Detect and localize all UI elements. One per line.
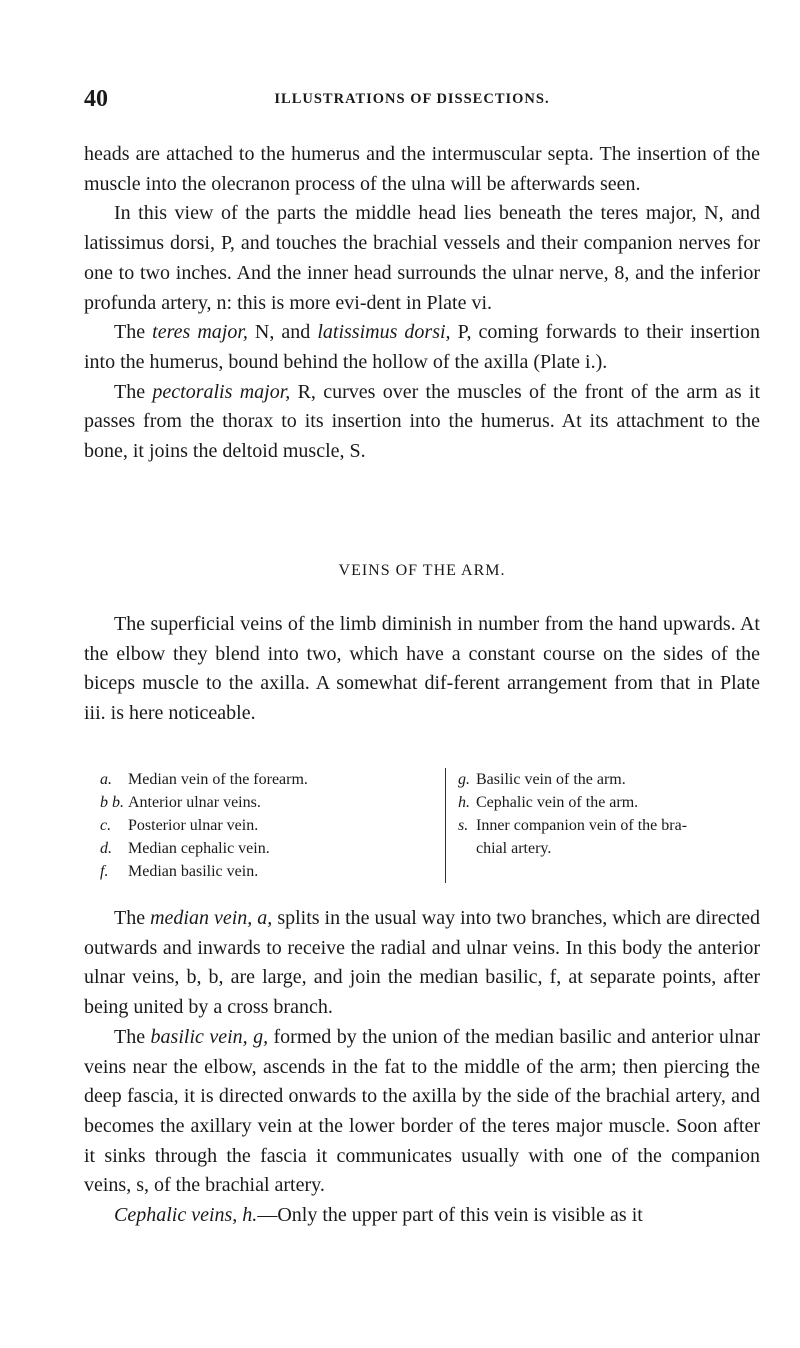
paragraph: Cephalic veins, h.—Only the upper part of this vein is visible as it (114, 1204, 643, 1227)
legend-item: a. Median vein of the forearm. (100, 771, 308, 788)
paragraph: The pectoralis major, R, curves over the muscles of the front of the arm as it passes from the thorax to its insertion into the humerus. At its attachment to the bone, it joins the deltoid muscle, S. (84, 380, 761, 463)
paragraph: heads are attached to the humerus and the intermuscular septa. The insertion of the muscle into the olecranon process of the ulna will be afterwards seen. (84, 143, 760, 195)
page-header (84, 86, 740, 116)
legend-item: h. Cephalic vein of the arm. (458, 794, 639, 811)
legend-item: f. Median basilic vein. (100, 863, 259, 880)
legend-column-right (445, 768, 768, 883)
legend-item: g. Basilic vein of the arm. (458, 771, 626, 788)
section-intro (84, 610, 760, 729)
paragraph: The basilic vein, g, formed by the union of the median basilic and anterior ulnar veins near the elbow, ascends in the fat to the middle of the arm; then piercing the deep fascia, it is directed onwards to the axilla by the side of the brachial artery, and becomes the axillary vein at the lower border of the teres major muscle. Soon after it sinks through the fascia it communicates usually with one of the companion veins, s, of the brachial artery. (84, 1025, 761, 1197)
legend-item: s. Inner companion vein of the bra- (458, 817, 688, 834)
running-title: ILLUSTRATIONS OF DISSECTIONS. (274, 91, 550, 107)
legend-item: c. Posterior ulnar vein. (100, 817, 259, 834)
paragraph: The superficial veins of the limb diminish in number from the hand upwards. At the elbow they blend into two, which have a constant course on the sides of the biceps muscle to the axilla. A somewhat dif-ferent arrangement from that in Plate iii. is here noticeable. (84, 613, 760, 725)
paragraph: The median vein, a, splits in the usual way into two branches, which are directed outwards and inwards to receive the radial and ulnar veins. In this body the anterior ulnar veins, b, b, are large, and join the median basilic, f, at separate points, after being united by a cross branch. (84, 907, 761, 1019)
legend-item-continuation: chial artery. (476, 840, 552, 857)
paragraph: In this view of the parts the middle head lies beneath the teres major, N, and latissimus dorsi, P, and touches the brachial vessels and their companion nerves for one to two inches. And the inner head surrounds the ulnar nerve, 8, and the inferior profunda artery, n: this is more evi-dent in Plate vi. (84, 202, 760, 314)
legend-column-left (100, 768, 435, 883)
legend-item: d. Median cephalic vein. (100, 840, 270, 857)
body-text-bottom (84, 904, 760, 1231)
body-text-top (84, 140, 760, 467)
legend-item: b b. Anterior ulnar veins. (100, 794, 261, 811)
paragraph: The teres major, N, and latissimus dorsi, P, coming forwards to their insertion into the humerus, bound behind the hollow of the axilla (Plate i.). (84, 321, 760, 373)
section-heading: VEINS OF THE ARM. (338, 562, 506, 579)
page-number: 40 (84, 86, 108, 112)
